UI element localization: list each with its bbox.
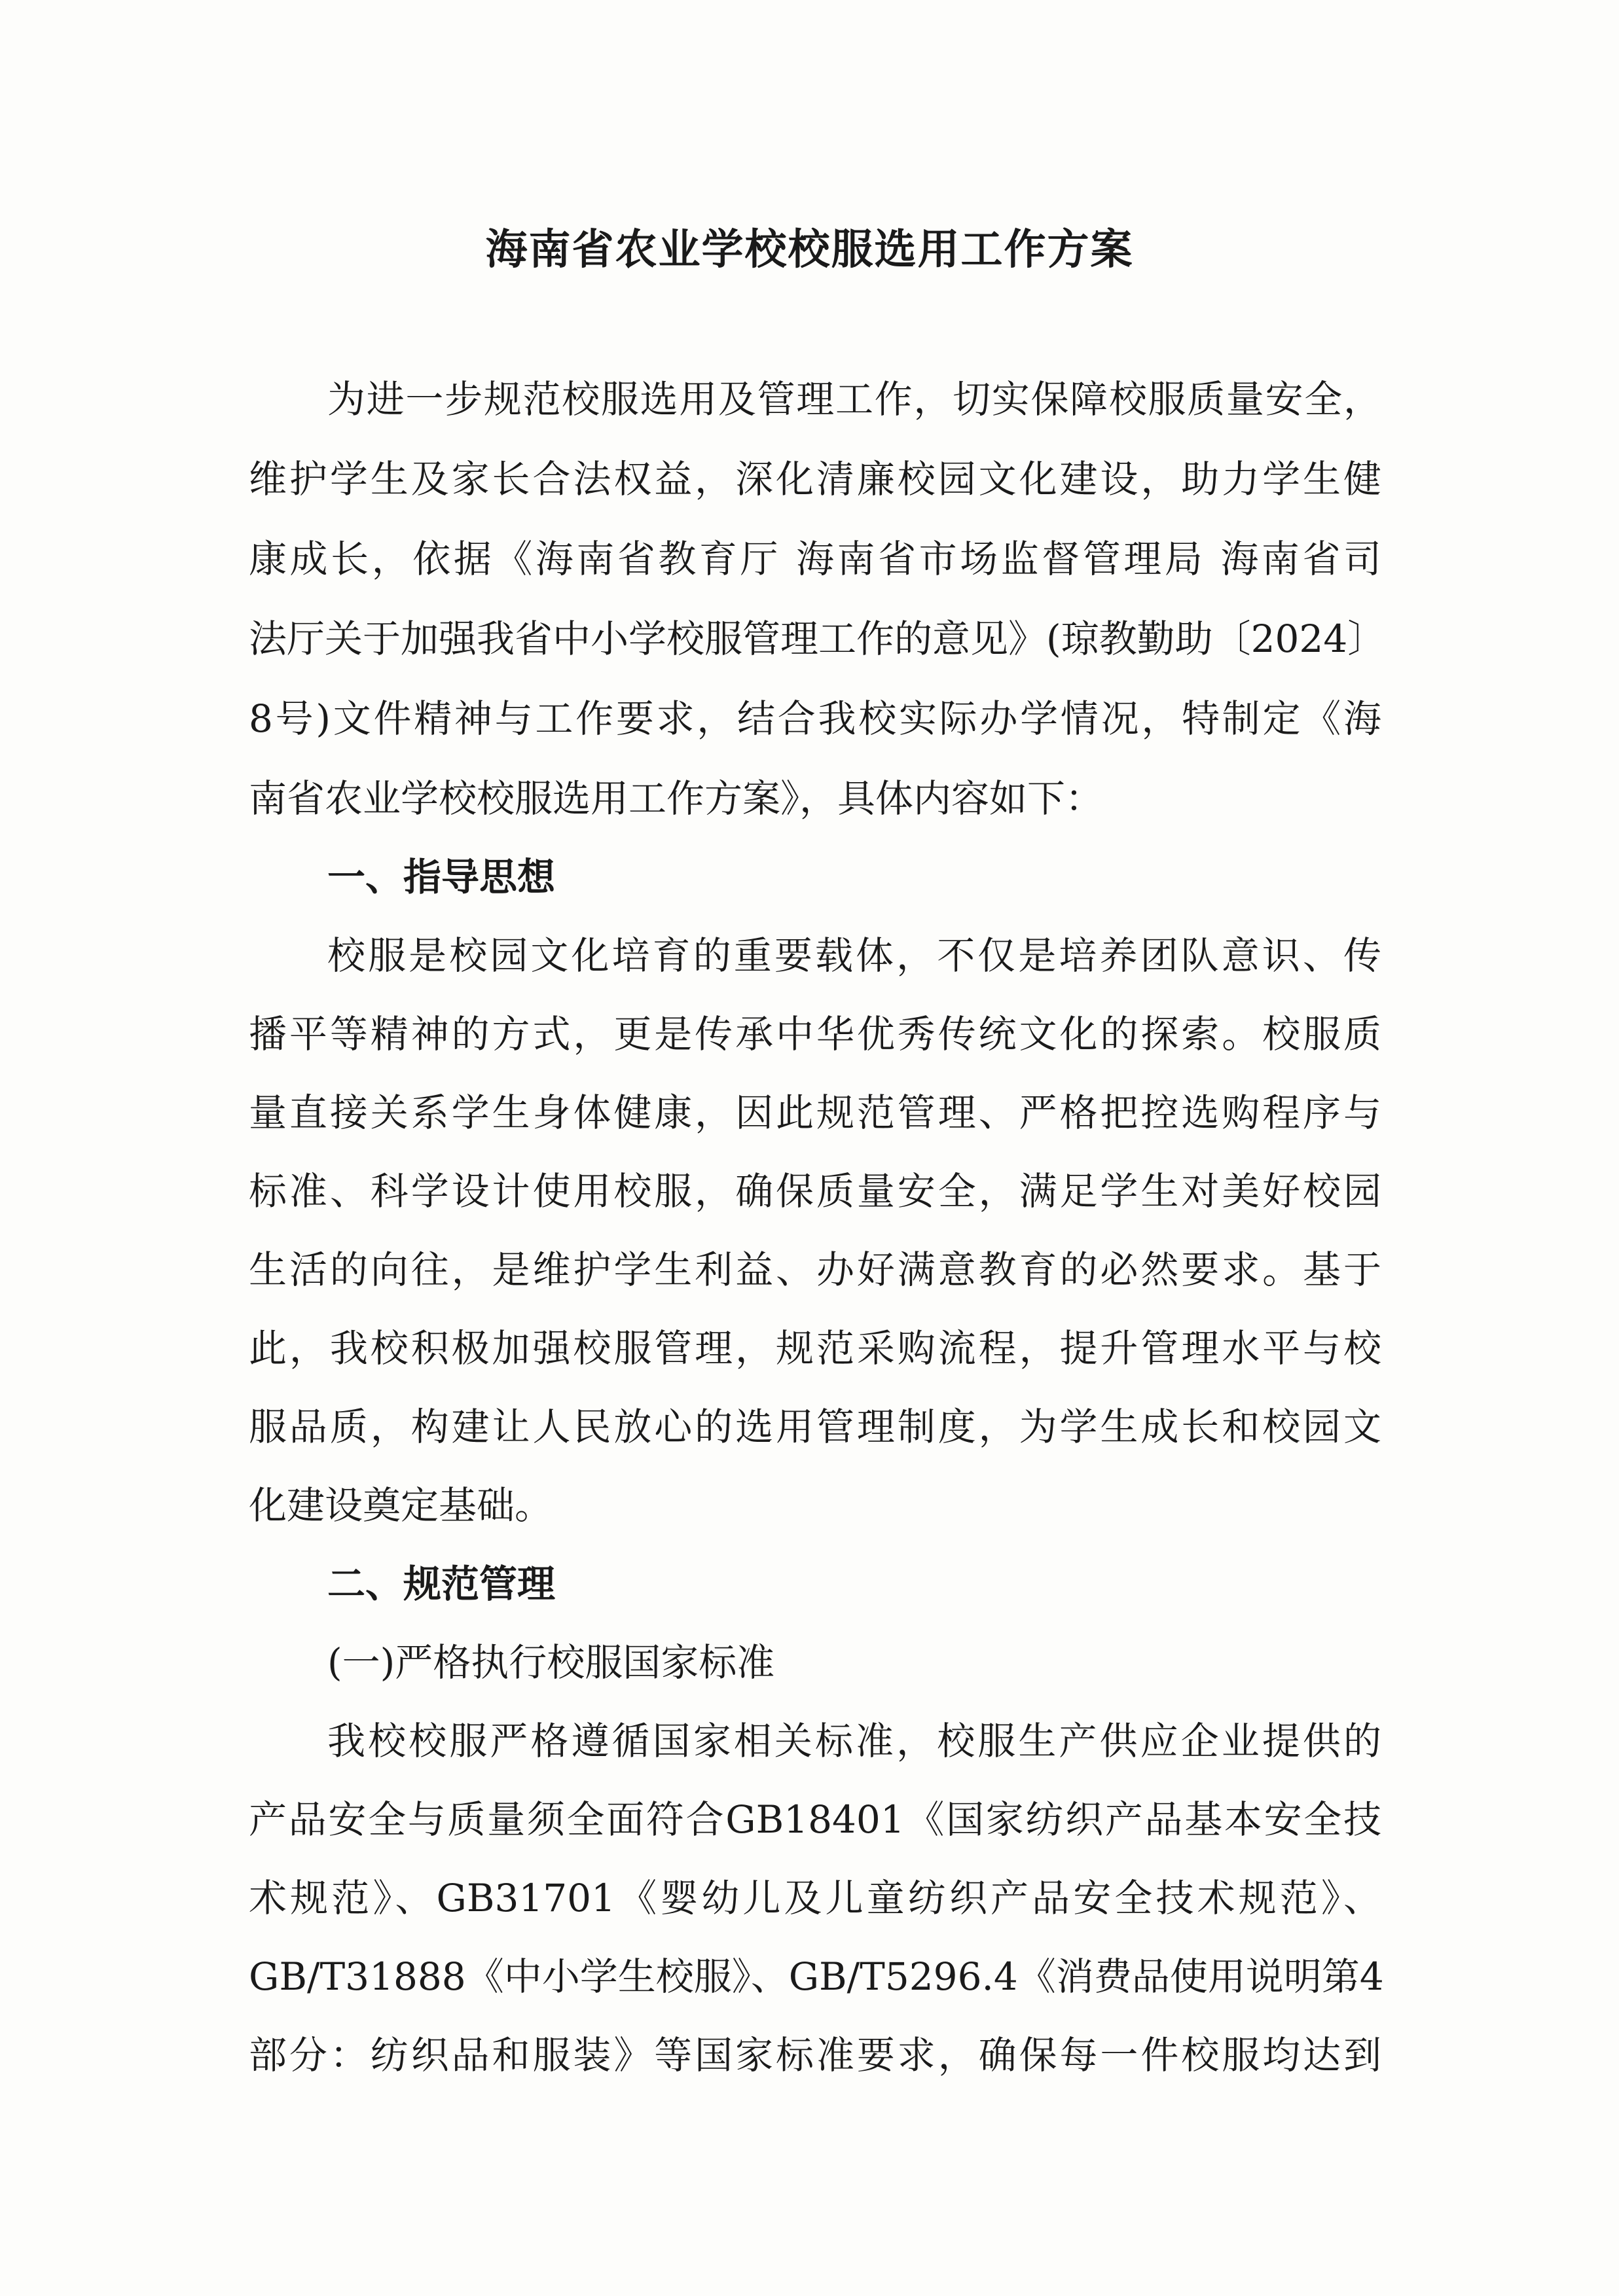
paragraph-line: 8号)文件精神与工作要求，结合我校实际办学情况，特制定《海 bbox=[249, 696, 1381, 741]
paragraph-line: 产品安全与质量须全面符合GB18401《国家纺织产品基本安全技 bbox=[249, 1797, 1381, 1842]
paragraph-line: 化建设奠定基础。 bbox=[249, 1483, 553, 1528]
subsection-heading: (一)严格执行校服国家标准 bbox=[327, 1640, 775, 1685]
paragraph-line: 播平等精神的方式，更是传承中华优秀传统文化的探索。校服质 bbox=[249, 1012, 1381, 1056]
paragraph-line: 南省农业学校校服选用工作方案》，具体内容如下： bbox=[249, 776, 1104, 821]
paragraph-line: 校服是校园文化培育的重要载体，不仅是培养团队意识、传 bbox=[327, 933, 1381, 978]
document-title: 海南省农业学校校服选用工作方案 bbox=[485, 225, 1134, 274]
paragraph-line: 量直接关系学生身体健康，因此规范管理、严格把控选购程序与 bbox=[249, 1090, 1381, 1135]
section-heading: 二、规范管理 bbox=[327, 1562, 556, 1606]
paragraph-line: 标准、科学设计使用校服，确保质量安全，满足学生对美好校园 bbox=[249, 1169, 1381, 1213]
paragraph-line: 法厅关于加强我省中小学校服管理工作的意见》(琼教勤助〔2024〕 bbox=[249, 617, 1386, 661]
paragraph-line: 服品质，构建让人民放心的选用管理制度，为学生成长和校园文 bbox=[249, 1405, 1381, 1449]
paragraph-line: 术规范》、GB31701《婴幼儿及儿童纺织产品安全技术规范》、 bbox=[249, 1876, 1381, 1920]
paragraph-line: 康成长，依据《海南省教育厅 海南省市场监督管理局 海南省司 bbox=[249, 537, 1381, 581]
paragraph-line: 此，我校积极加强校服管理，规范采购流程，提升管理水平与校 bbox=[249, 1326, 1381, 1371]
section-heading: 一、指导思想 bbox=[327, 855, 556, 899]
paragraph-line: 为进一步规范校服选用及管理工作，切实保障校服质量安全， bbox=[327, 377, 1381, 422]
paragraph-line: 部分：纺织品和服装》等国家标准要求，确保每一件校服均达到 bbox=[249, 2033, 1381, 2077]
paragraph-line: 生活的向往，是维护学生利益、办好满意教育的必然要求。基于 bbox=[249, 1247, 1381, 1292]
paragraph-line: GB/T31888《中小学生校服》、GB/T5296.4《消费品使用说明第4 bbox=[249, 1954, 1384, 1999]
paragraph-line: 我校校服严格遵循国家相关标准，校服生产供应企业提供的 bbox=[327, 1719, 1381, 1763]
paragraph-line: 维护学生及家长合法权益，深化清廉校园文化建设，助力学生健 bbox=[249, 457, 1381, 501]
